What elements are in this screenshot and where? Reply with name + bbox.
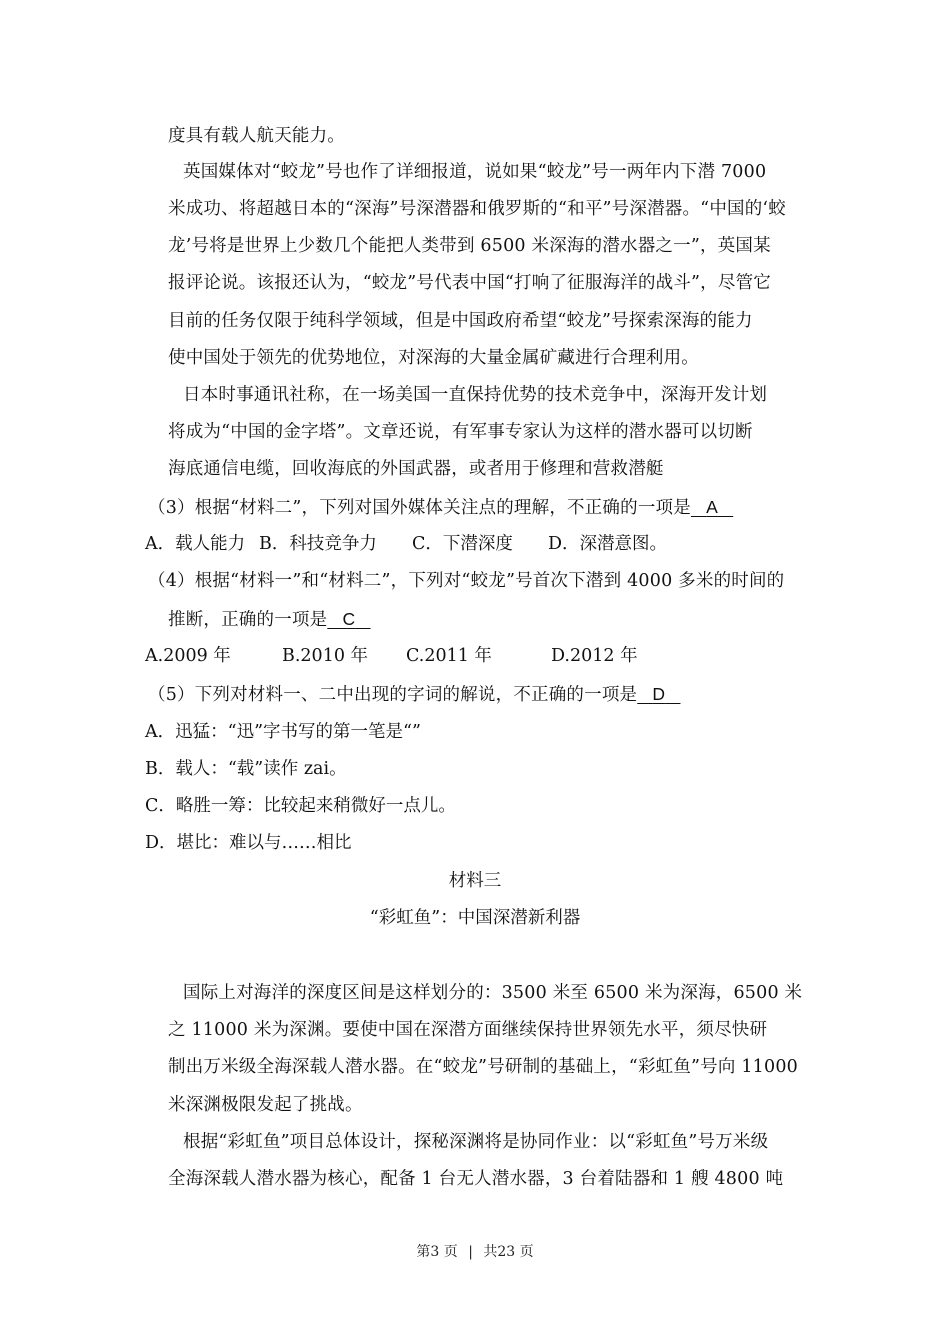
question-4-option-b: B.2010 年 bbox=[282, 646, 369, 666]
passage-line: 米成功、将超越日本的“深海”号深潜器和俄罗斯的“和平”号深潜器。“中国的‘蛟 bbox=[168, 199, 786, 219]
question-5-option-c: C．略胜一筹：比较起来稍微好一点儿。 bbox=[145, 796, 456, 816]
passage-line: 报评论说。该报还认为，“蛟龙”号代表中国“打响了征服海洋的战斗”，尽管它 bbox=[168, 273, 771, 293]
footer-separator: | bbox=[468, 1244, 473, 1260]
passage-line: 将成为“中国的金字塔”。文章还说，有军事专家认为这样的潜水器可以切断 bbox=[168, 422, 753, 442]
material-3-heading: 材料三 bbox=[448, 871, 502, 891]
question-4-answer: C bbox=[342, 609, 356, 629]
question-4-text: 推断，正确的一项是 bbox=[168, 610, 328, 630]
question-5-option-d: D．堪比：难以与……相比 bbox=[145, 833, 352, 853]
question-5-answer: D bbox=[652, 684, 666, 704]
question-4-option-a: A.2009 年 bbox=[145, 646, 231, 666]
page-number: 第3 页 bbox=[416, 1244, 458, 1260]
passage-line: 海底通信电缆，回收海底的外国武器，或者用于修理和营救潜艇 bbox=[168, 459, 664, 479]
passage-line: 全海深载人潜水器为核心，配备 1 台无人潜水器，3 台着陆器和 1 艘 4800 吨 bbox=[168, 1169, 784, 1189]
page-total: 共23 页 bbox=[483, 1244, 534, 1260]
question-5-stem bbox=[148, 682, 680, 707]
question-3-option-b: B．科技竞争力 bbox=[259, 534, 377, 554]
passage-line: 国际上对海洋的深度区间是这样划分的：3500 米至 6500 米为深海，6500 米 bbox=[183, 983, 803, 1003]
passage-line: 目前的任务仅限于纯科学领域，但是中国政府希望“蛟龙”号探索深海的能力 bbox=[168, 311, 753, 331]
passage-line: 米深渊极限发起了挑战。 bbox=[168, 1095, 363, 1115]
question-3-answer: A bbox=[706, 497, 718, 517]
passage-line: 之 11000 米为深渊。要使中国在深潜方面继续保持世界领先水平，须尽快研 bbox=[168, 1020, 768, 1040]
question-5-option-b: B．载人：“载”读作 zai。 bbox=[145, 759, 347, 779]
question-3-stem bbox=[148, 495, 733, 520]
passage-line: 根据“彩虹鱼”项目总体设计，探秘深渊将是协同作业：以“彩虹鱼”号万米级 bbox=[183, 1132, 769, 1152]
question-4-stem-line1: （4）根据“材料一”和“材料二”，下列对“蛟龙”号首次下潜到 4000 多米的时间的 bbox=[148, 571, 785, 591]
passage-line: 制出万米级全海深载人潜水器。在“蛟龙”号研制的基础上，“彩虹鱼”号向 11000 bbox=[168, 1057, 799, 1077]
page-footer bbox=[0, 1242, 950, 1262]
question-4-option-c: C.2011 年 bbox=[406, 646, 492, 666]
passage-line: 使中国处于领先的优势地位，对深海的大量金属矿藏进行合理利用。 bbox=[168, 348, 699, 368]
passage-line: 日本时事通讯社称，在一场美国一直保持优势的技术竞争中，深海开发计划 bbox=[183, 385, 768, 405]
question-4-stem-line2 bbox=[168, 607, 371, 632]
question-3-option-c: C．下潜深度 bbox=[412, 534, 513, 554]
question-3-option-d: D．深潜意图。 bbox=[548, 534, 668, 554]
passage-line: 度具有载人航天能力。 bbox=[168, 126, 345, 146]
passage-line: 龙’号将是世界上少数几个能把人类带到 6500 米深海的潜水器之一”，英国某 bbox=[168, 236, 771, 256]
material-3-title: “彩虹鱼”：中国深潜新利器 bbox=[369, 908, 581, 928]
question-3-text: （3）根据“材料二”，下列对国外媒体关注点的理解，不正确的一项是 bbox=[148, 498, 691, 518]
passage-line: 英国媒体对“蛟龙”号也作了详细报道，说如果“蛟龙”号一两年内下潜 7000 bbox=[183, 162, 767, 182]
question-3-option-a: A．载人能力 bbox=[145, 534, 246, 554]
question-5-option-a: A．迅猛：“迅”字书写的第一笔是“” bbox=[145, 722, 421, 742]
question-4-option-d: D.2012 年 bbox=[551, 646, 638, 666]
question-5-text: （5）下列对材料一、二中出现的字词的解说，不正确的一项是 bbox=[148, 685, 638, 705]
